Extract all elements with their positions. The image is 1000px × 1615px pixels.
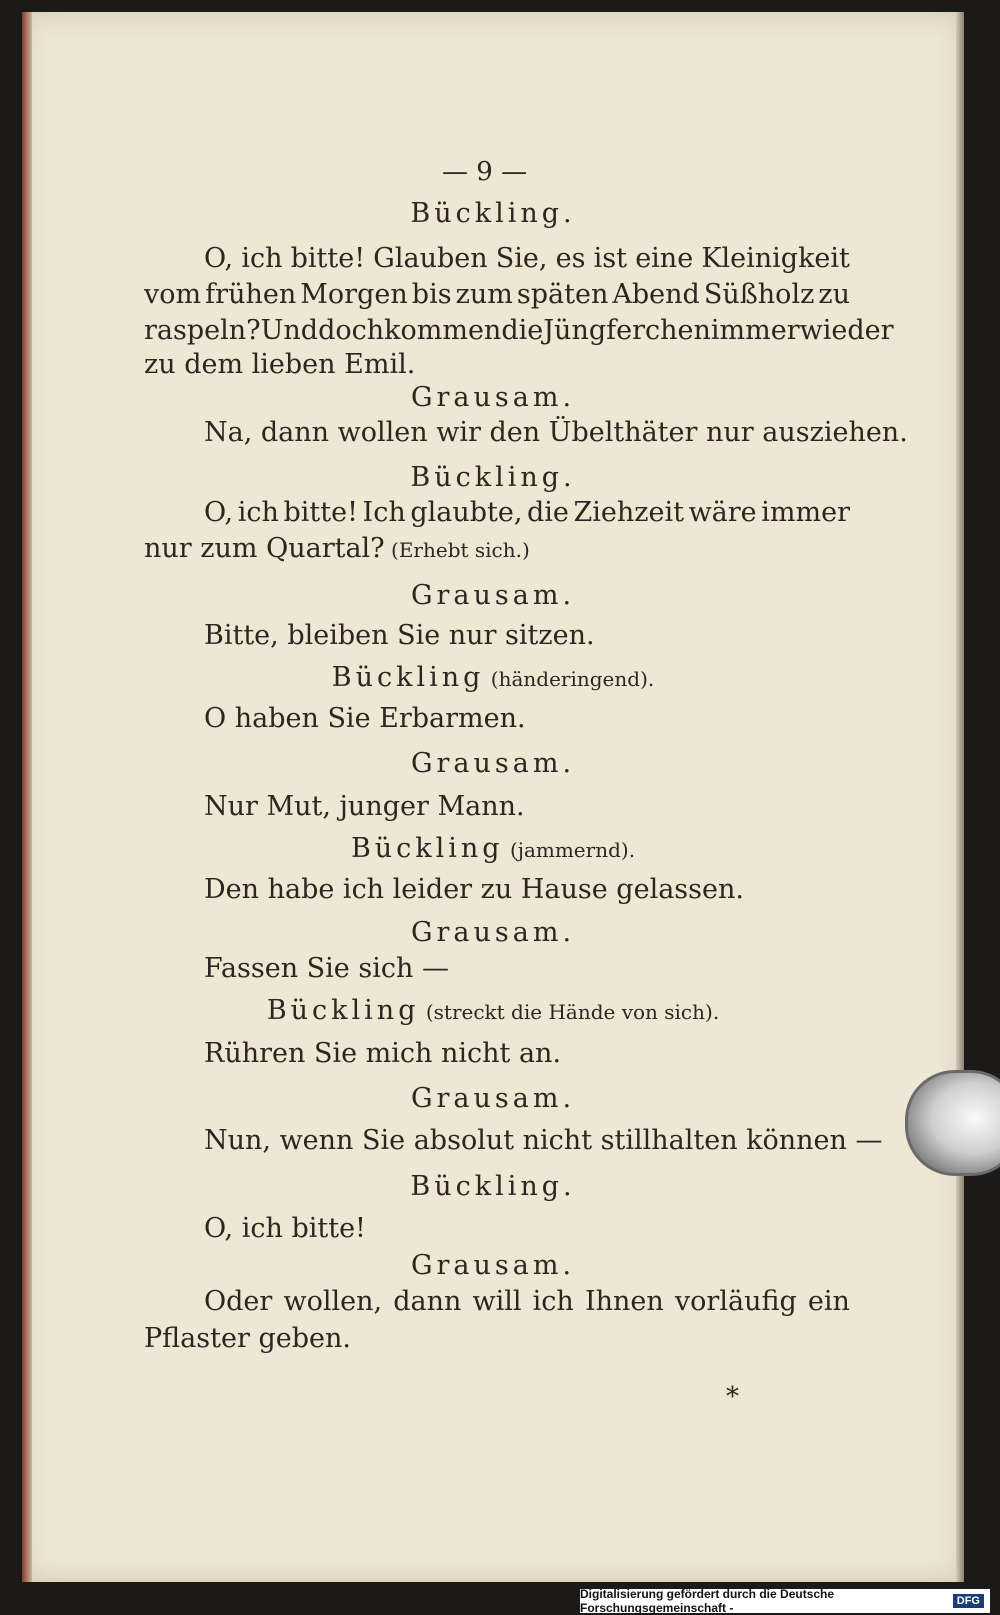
speaker-label: Bückling: [266, 995, 420, 1026]
stage-direction: (Erhebt sich.): [384, 538, 530, 562]
speaker-name: [22, 833, 964, 864]
line-text: Rühren Sie mich nicht an.: [204, 1038, 562, 1069]
digitization-footer: [580, 1589, 990, 1613]
stage-direction: (händeringend).: [484, 667, 655, 691]
line-text: Nur Mut, junger Mann.: [204, 791, 525, 822]
text-line: [204, 703, 526, 734]
book-page: [22, 12, 964, 1582]
text-line: [204, 417, 908, 448]
stage-direction: (jammernd).: [503, 838, 636, 862]
speaker-label: Bückling.: [410, 198, 576, 229]
page-edge: [956, 12, 964, 1582]
text-line: [204, 1213, 366, 1244]
line-text: O haben Sie Erbarmen.: [204, 703, 526, 734]
speaker-name: [22, 382, 964, 413]
speaker-name: [22, 995, 964, 1026]
speaker-label: Grausam.: [410, 580, 576, 611]
speaker-name: [22, 462, 964, 493]
stage-direction: (streckt die Hände von sich).: [419, 1000, 720, 1024]
speaker-label: Bückling: [331, 662, 485, 693]
speaker-name: [22, 1083, 964, 1114]
dfg-logo: DFG: [953, 1594, 984, 1608]
speaker-name: [22, 662, 964, 693]
line-text: Den habe ich leider zu Hause gelassen.: [204, 874, 744, 905]
line-text: nur zum Quartal?: [144, 533, 385, 564]
text-line: O, ich bitte! Glauben Sie, es ist eine Kleinigkeit: [204, 243, 850, 274]
line-text: O, ich bitte!: [204, 1213, 366, 1244]
text-line: Oder wollen, dann will ich Ihnen vorläufig ein: [204, 1286, 850, 1317]
speaker-label: Grausam.: [410, 917, 576, 948]
text-line: raspeln? Und doch kommen die Jüngferchen immer wieder: [144, 315, 894, 346]
speaker-label: Grausam.: [410, 1083, 576, 1114]
page-number: — 9 —: [442, 157, 528, 187]
line-text: Fassen Sie sich —: [204, 953, 449, 984]
speaker-name: [22, 1171, 964, 1202]
end-mark: *: [726, 1382, 739, 1412]
text-line: [204, 1038, 561, 1069]
line-text: zu dem lieben Emil.: [144, 349, 416, 380]
page-spine: [22, 12, 32, 1582]
line-text: Nun, wenn Sie absolut nicht stillhalten können —: [204, 1125, 883, 1156]
line-text: Pflaster geben.: [144, 1323, 351, 1354]
footer-text: Digitalisierung gefördert durch die Deutsche Forschungsgemeinschaft -: [580, 1587, 835, 1615]
speaker-name: [22, 748, 964, 779]
text-line: [204, 791, 525, 822]
text-line: vom frühen Morgen bis zum späten Abend Süßholz zu: [144, 279, 850, 310]
text-line: [144, 1323, 351, 1354]
text-line: [144, 533, 530, 564]
text-line: [204, 620, 595, 651]
speaker-label: Bückling: [350, 833, 504, 864]
text-line: [204, 874, 744, 905]
paper-clip-reflection: [905, 1070, 1000, 1176]
speaker-name: [22, 580, 964, 611]
speaker-name: [22, 1250, 964, 1281]
speaker-name: [22, 917, 964, 948]
text-line: [204, 953, 449, 984]
line-text: Bitte, bleiben Sie nur sitzen.: [204, 620, 595, 651]
line-text: Na, dann wollen wir den Übelthäter nur ausziehen.: [204, 417, 908, 448]
speaker-label: Grausam.: [410, 382, 576, 413]
speaker-label: Bückling.: [410, 462, 576, 493]
text-line: O, ich bitte! Ich glaubte, die Ziehzeit wäre immer: [204, 497, 850, 528]
speaker-label: Bückling.: [410, 1171, 576, 1202]
text-line: [204, 1125, 883, 1156]
speaker-label: Grausam.: [410, 748, 576, 779]
speaker-name: [22, 198, 964, 229]
text-line: [144, 349, 415, 380]
speaker-label: Grausam.: [410, 1250, 576, 1281]
